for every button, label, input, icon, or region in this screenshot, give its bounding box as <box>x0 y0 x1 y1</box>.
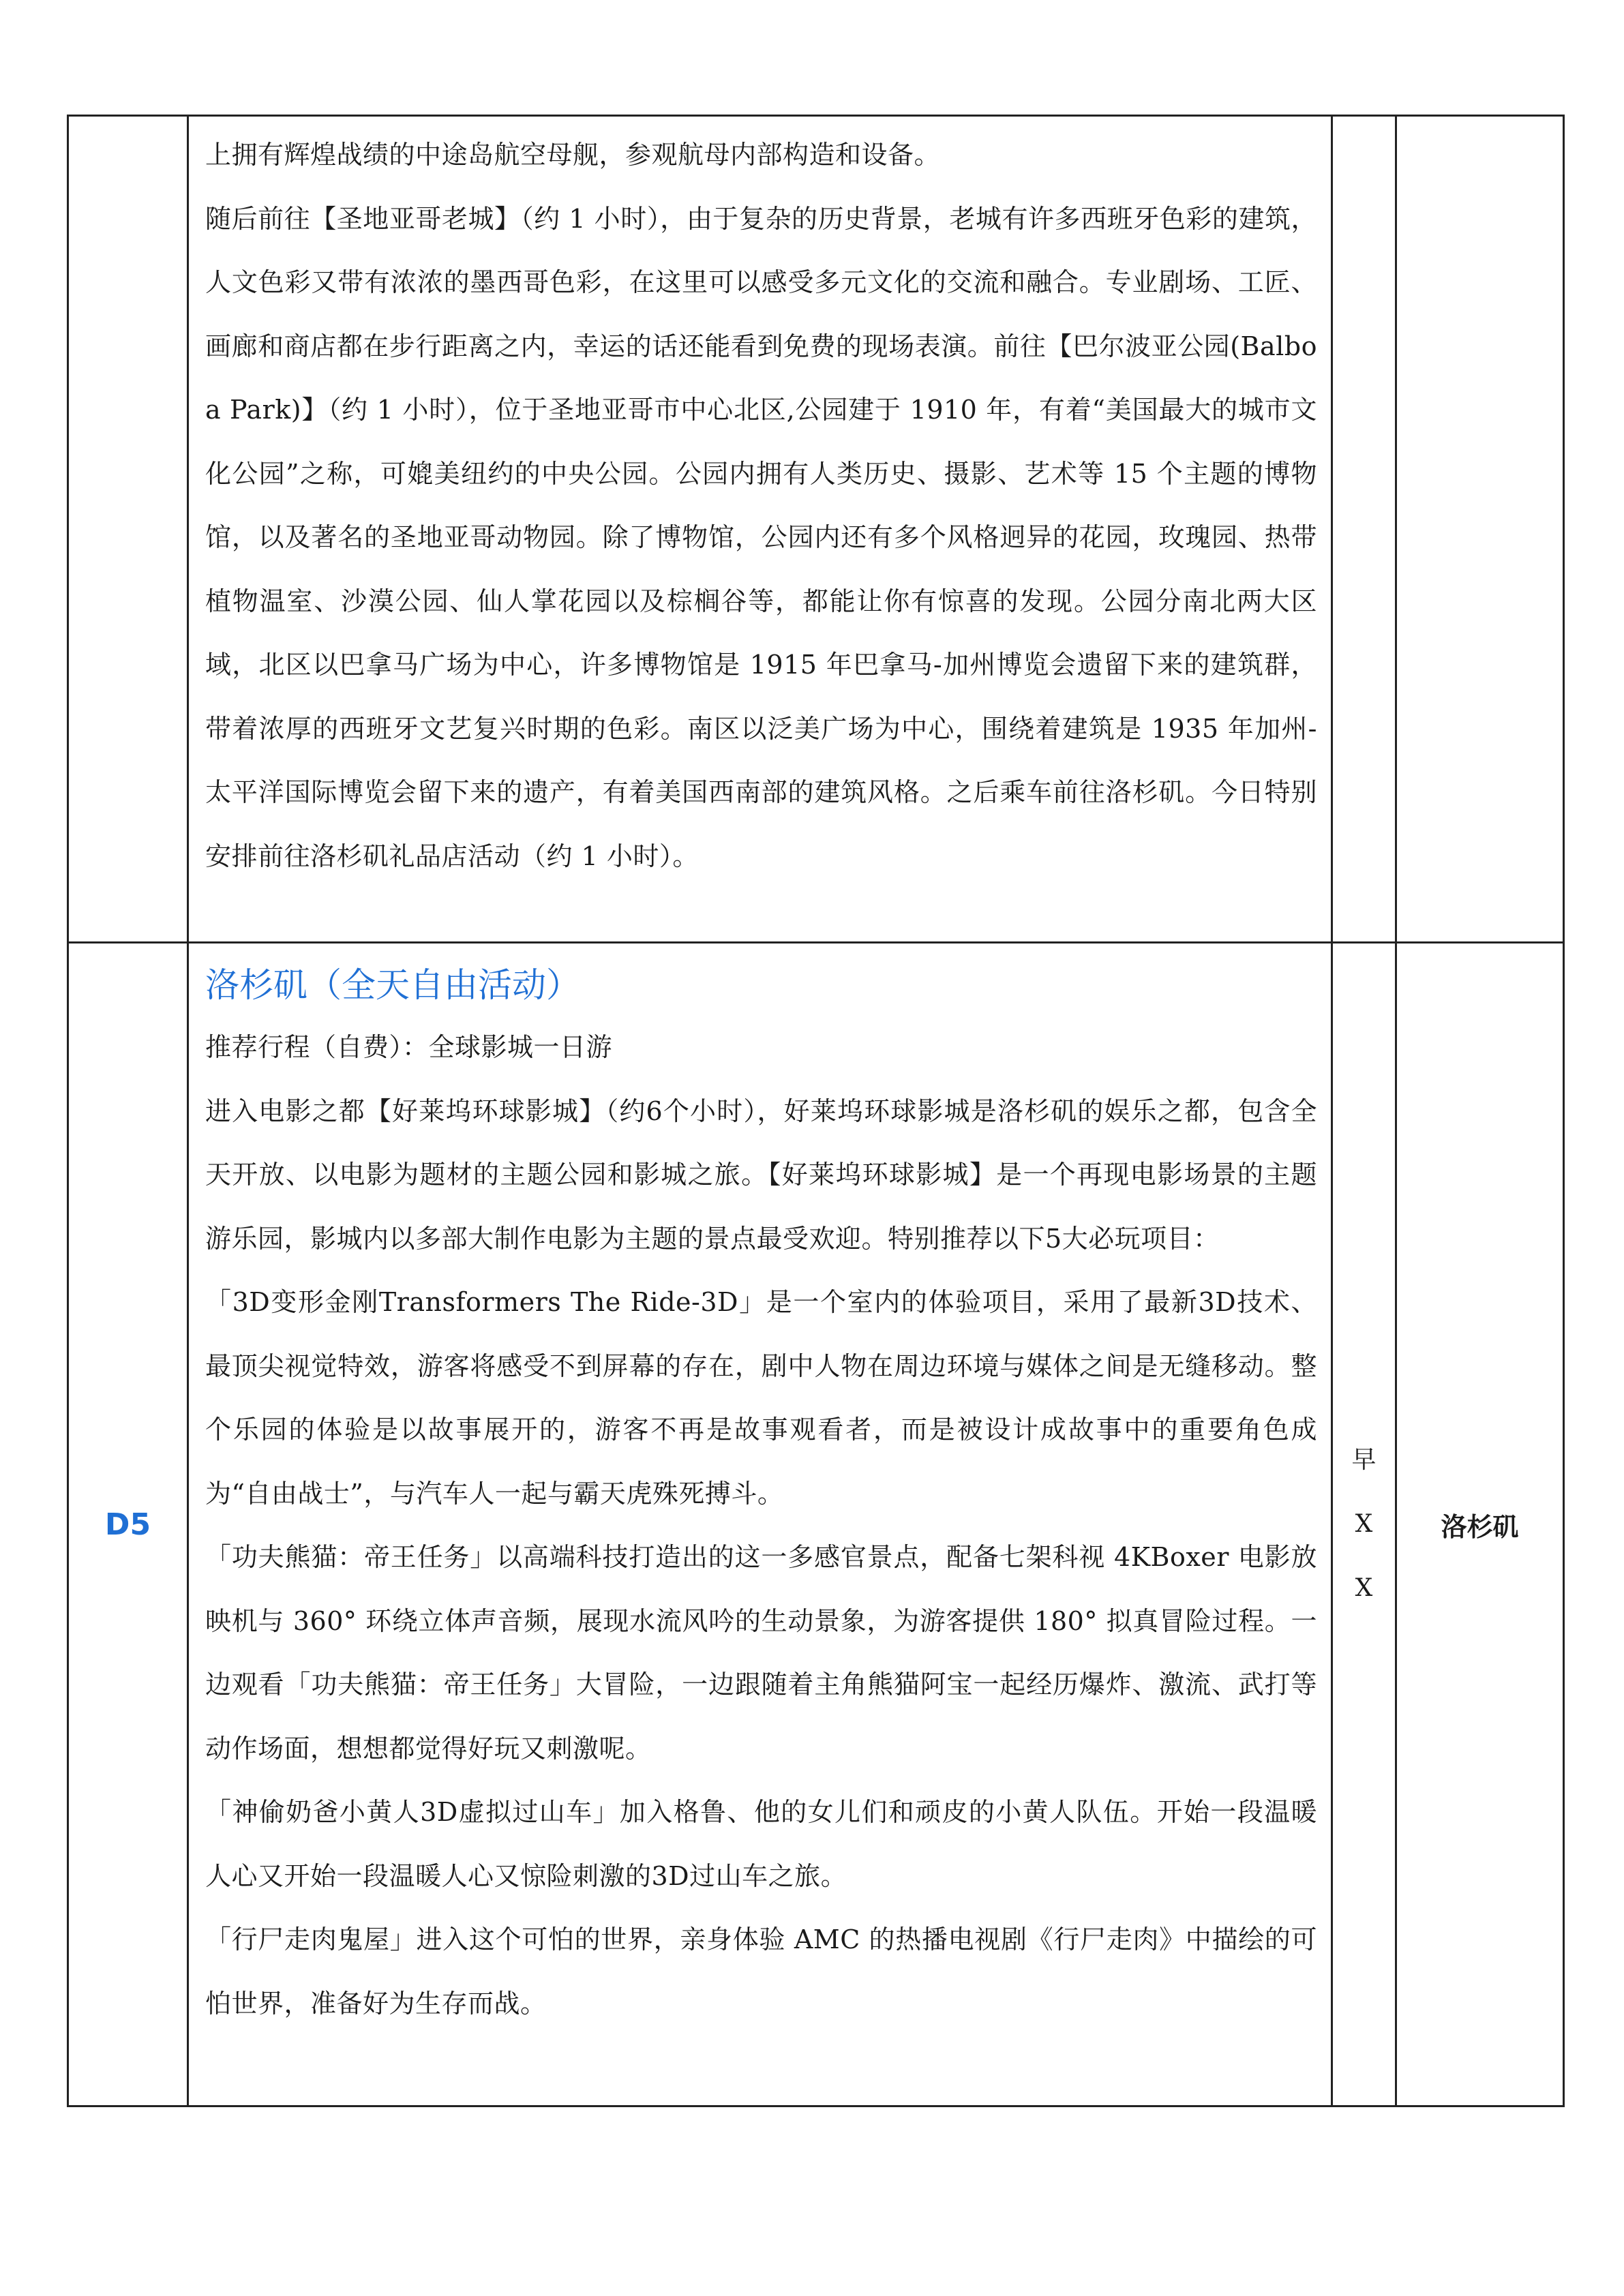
day-title: 洛杉矶（全天自由活动） <box>205 965 580 1005</box>
hotel-cell <box>1396 116 1564 943</box>
day-cell <box>68 943 188 2106</box>
meals-cell <box>1332 116 1396 943</box>
itinerary-row-continued <box>68 116 1564 943</box>
itinerary-table <box>67 115 1565 2107</box>
description-cell <box>188 943 1332 2106</box>
meal-breakfast: 早 <box>1351 1446 1377 1474</box>
description-paragraph: 「行尸走肉鬼屋」进入这个可怕的世界，亲身体验 AMC 的热播电视剧《行尸走肉》中描绘的可怕世界，准备好为生存而战。 <box>205 1924 1317 2019</box>
hotel-label: 洛杉矶 <box>1441 1511 1519 1542</box>
description-paragraph: 「神偷奶爸小黄人3D虚拟过山车」加入格鲁、他的女儿们和顽皮的小黄人队伍。开始一段温暖人心又开始一段温暖人心又惊险刺激的3D过山车之旅。 <box>205 1797 1317 1891</box>
description-paragraph: 推荐行程（自费）：全球影城一日游 <box>205 1032 613 1062</box>
day-cell <box>68 116 188 943</box>
hotel-cell <box>1396 943 1564 2106</box>
description-cell <box>188 116 1332 943</box>
meal-lunch: X <box>1355 1510 1373 1538</box>
description-paragraph: 随后前往【圣地亚哥老城】（约 1 小时），由于复杂的历史背景，老城有许多西班牙色彩的建筑，人文色彩又带有浓浓的墨西哥色彩，在这里可以感受多元文化的交流和融合。专业剧场、工匠、画廊和商店都在步行距离之内，幸运的话还能看到免费的现场表演。前往【巴尔波亚公园(Balboa Park)】（约 1 小时），位于圣地亚哥市中心北区,公园建于 1910 年，有着“美国最大的城市文化公园”之称，可媲美纽约的中央公园。公园内拥有人类历史、摄影、艺术等 15 个主题的博物馆，以及著名的圣地亚哥动物园。除了博物馆，公园内还有多个风格迥异的花园，玫瑰园、热带植物温室、沙漠公园、仙人掌花园以及棕榈谷等，都能让你有惊喜的发现。公园分南北两大区域，北区以巴拿马广场为中心，许多博物馆是 1915 年巴拿马-加州博览会遗留下来的建筑群，带着浓厚的西班牙文艺复兴时期的色彩。南区以泛美广场为中心，围绕着建筑是 1935 年加州-太平洋国际博览会留下来的遗产，有着美国西南部的建筑风格。之后乘车前往洛杉矶。今日特别安排前往洛杉矶礼品店活动（约 1 小时）。 <box>205 203 1317 871</box>
description-paragraph: 进入电影之都【好莱坞环球影城】（约6个小时），好莱坞环球影城是洛杉矶的娱乐之都，包含全天开放、以电影为题材的主题公园和影城之旅。【好莱坞环球影城】是一个再现电影场景的主题游乐园，影城内以多部大制作电影为主题的景点最受欢迎。特别推荐以下5大必玩项目： <box>205 1096 1317 1254</box>
description-paragraph: 「功夫熊猫：帝王任务」以高端科技打造出的这一多感官景点，配备七架科视 4KBoxer 电影放映机与 360° 环绕立体声音频，展现水流风吟的生动景象，为游客提供 180° 拟真冒险过程。一边观看「功夫熊猫：帝王任务」大冒险，一边跟随着主角熊猫阿宝一起经历爆炸、激流、武打等动作场面，想想都觉得好玩又刺激呢。 <box>205 1542 1317 1764</box>
meals-cell <box>1332 943 1396 2106</box>
meal-dinner: X <box>1355 1574 1373 1602</box>
description-paragraph: 上拥有辉煌战绩的中途岛航空母舰，参观航母内部构造和设备。 <box>205 140 941 170</box>
day-label: D5 <box>104 1507 151 1542</box>
description-paragraph: 「3D变形金刚Transformers The Ride-3D」是一个室内的体验项目，采用了最新3D技术、最顶尖视觉特效，游客将感受不到屏幕的存在，剧中人物在周边环境与媒体之间是无缝移动。整个乐园的体验是以故事展开的，游客不再是故事观看者，而是被设计成故事中的重要角色成为“自由战士”，与汽车人一起与霸天虎殊死搏斗。 <box>205 1287 1317 1509</box>
itinerary-row-d5 <box>68 943 1564 2106</box>
